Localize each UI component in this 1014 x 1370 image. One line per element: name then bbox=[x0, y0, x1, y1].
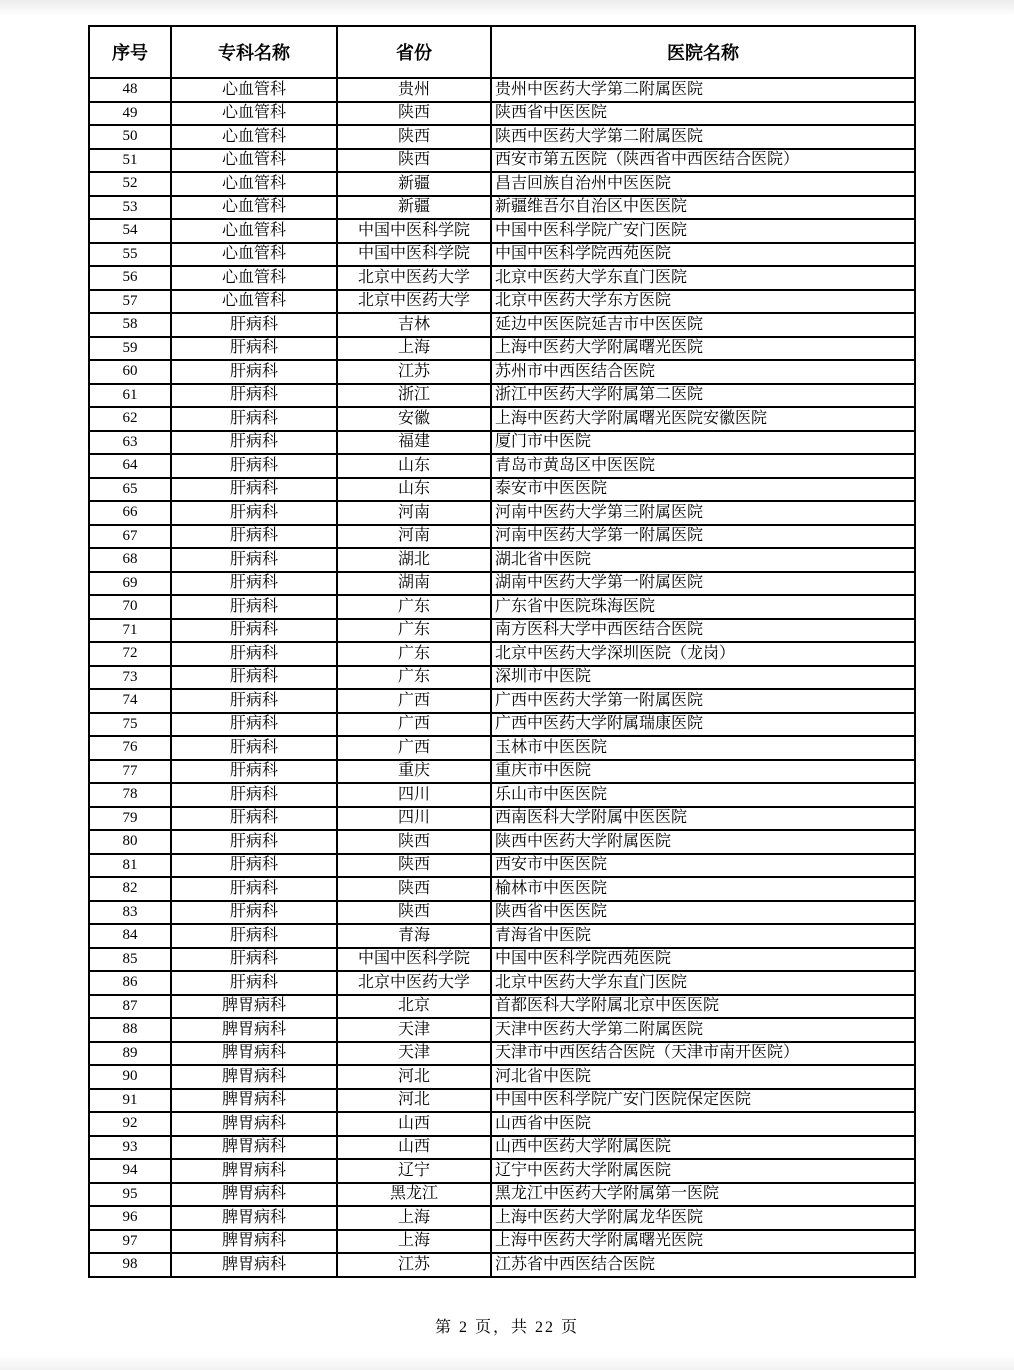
table-row bbox=[89, 572, 915, 596]
table-row bbox=[89, 971, 915, 995]
cell-hospital: 山西中医药大学附属医院 bbox=[491, 1136, 915, 1160]
cell-index: 54 bbox=[89, 219, 171, 243]
cell-specialty: 心血管科 bbox=[171, 266, 337, 290]
cell-province: 上海 bbox=[337, 1206, 491, 1230]
cell-index: 70 bbox=[89, 595, 171, 619]
cell-specialty: 肝病科 bbox=[171, 572, 337, 596]
cell-hospital: 中国中医科学院西苑医院 bbox=[491, 243, 915, 267]
cell-province: 山东 bbox=[337, 478, 491, 502]
cell-province: 广西 bbox=[337, 713, 491, 737]
cell-index: 67 bbox=[89, 525, 171, 549]
table-row bbox=[89, 125, 915, 149]
table-row bbox=[89, 1018, 915, 1042]
cell-specialty: 脾胃病科 bbox=[171, 995, 337, 1019]
cell-index: 92 bbox=[89, 1112, 171, 1136]
table-row bbox=[89, 478, 915, 502]
cell-hospital: 青海省中医院 bbox=[491, 924, 915, 948]
cell-index: 80 bbox=[89, 830, 171, 854]
cell-province: 中国中医科学院 bbox=[337, 219, 491, 243]
cell-hospital: 上海中医药大学附属曙光医院安徽医院 bbox=[491, 407, 915, 431]
cell-index: 76 bbox=[89, 736, 171, 760]
cell-specialty: 脾胃病科 bbox=[171, 1230, 337, 1254]
table-row bbox=[89, 266, 915, 290]
cell-index: 58 bbox=[89, 313, 171, 337]
column-header-hospital: 医院名称 bbox=[491, 26, 915, 78]
cell-specialty: 肝病科 bbox=[171, 760, 337, 784]
cell-province: 北京中医药大学 bbox=[337, 971, 491, 995]
cell-specialty: 肝病科 bbox=[171, 713, 337, 737]
table-row bbox=[89, 877, 915, 901]
cell-province: 贵州 bbox=[337, 78, 491, 102]
cell-index: 68 bbox=[89, 548, 171, 572]
table-row bbox=[89, 1089, 915, 1113]
cell-specialty: 肝病科 bbox=[171, 384, 337, 408]
table-row bbox=[89, 736, 915, 760]
cell-hospital: 黑龙江中医药大学附属第一医院 bbox=[491, 1183, 915, 1207]
cell-index: 60 bbox=[89, 360, 171, 384]
cell-specialty: 肝病科 bbox=[171, 924, 337, 948]
cell-province: 广西 bbox=[337, 736, 491, 760]
cell-specialty: 肝病科 bbox=[171, 666, 337, 690]
cell-province: 山西 bbox=[337, 1136, 491, 1160]
table-row bbox=[89, 243, 915, 267]
cell-province: 天津 bbox=[337, 1042, 491, 1066]
cell-hospital: 天津中医药大学第二附属医院 bbox=[491, 1018, 915, 1042]
cell-index: 85 bbox=[89, 948, 171, 972]
cell-specialty: 肝病科 bbox=[171, 783, 337, 807]
table-row bbox=[89, 901, 915, 925]
table-row bbox=[89, 619, 915, 643]
cell-specialty: 脾胃病科 bbox=[171, 1042, 337, 1066]
cell-hospital: 江苏省中西医结合医院 bbox=[491, 1253, 915, 1277]
table-row bbox=[89, 995, 915, 1019]
table-row bbox=[89, 219, 915, 243]
cell-hospital: 延边中医医院延吉市中医医院 bbox=[491, 313, 915, 337]
cell-specialty: 肝病科 bbox=[171, 901, 337, 925]
cell-hospital: 陕西中医药大学附属医院 bbox=[491, 830, 915, 854]
cell-hospital: 湖南中医药大学第一附属医院 bbox=[491, 572, 915, 596]
cell-index: 56 bbox=[89, 266, 171, 290]
cell-specialty: 脾胃病科 bbox=[171, 1089, 337, 1113]
cell-index: 95 bbox=[89, 1183, 171, 1207]
cell-province: 浙江 bbox=[337, 384, 491, 408]
cell-province: 北京中医药大学 bbox=[337, 266, 491, 290]
cell-hospital: 陕西省中医医院 bbox=[491, 102, 915, 126]
cell-province: 福建 bbox=[337, 431, 491, 455]
cell-specialty: 肝病科 bbox=[171, 501, 337, 525]
table-row bbox=[89, 830, 915, 854]
cell-specialty: 肝病科 bbox=[171, 407, 337, 431]
table-row bbox=[89, 313, 915, 337]
cell-index: 49 bbox=[89, 102, 171, 126]
table-row bbox=[89, 807, 915, 831]
cell-hospital: 中国中医科学院广安门医院保定医院 bbox=[491, 1089, 915, 1113]
cell-province: 河北 bbox=[337, 1065, 491, 1089]
table-row bbox=[89, 431, 915, 455]
cell-specialty: 脾胃病科 bbox=[171, 1136, 337, 1160]
table-row bbox=[89, 172, 915, 196]
cell-province: 山东 bbox=[337, 454, 491, 478]
cell-specialty: 心血管科 bbox=[171, 172, 337, 196]
table-row bbox=[89, 948, 915, 972]
cell-index: 86 bbox=[89, 971, 171, 995]
table-row bbox=[89, 1183, 915, 1207]
table-row bbox=[89, 642, 915, 666]
cell-hospital: 深圳市中医院 bbox=[491, 666, 915, 690]
cell-province: 山西 bbox=[337, 1112, 491, 1136]
table-row bbox=[89, 78, 915, 102]
cell-province: 广东 bbox=[337, 642, 491, 666]
cell-index: 55 bbox=[89, 243, 171, 267]
cell-hospital: 北京中医药大学深圳医院（龙岗） bbox=[491, 642, 915, 666]
cell-hospital: 西安市中医医院 bbox=[491, 854, 915, 878]
cell-province: 湖北 bbox=[337, 548, 491, 572]
cell-specialty: 心血管科 bbox=[171, 102, 337, 126]
cell-hospital: 广西中医药大学附属瑞康医院 bbox=[491, 713, 915, 737]
cell-province: 河北 bbox=[337, 1089, 491, 1113]
cell-specialty: 肝病科 bbox=[171, 807, 337, 831]
page-number-footer: 第 2 页，共 22 页 bbox=[434, 1319, 579, 1336]
table-body bbox=[89, 78, 915, 1277]
table-row bbox=[89, 290, 915, 314]
cell-hospital: 广西中医药大学第一附属医院 bbox=[491, 689, 915, 713]
cell-index: 75 bbox=[89, 713, 171, 737]
cell-hospital: 陕西中医药大学第二附属医院 bbox=[491, 125, 915, 149]
cell-specialty: 脾胃病科 bbox=[171, 1206, 337, 1230]
cell-specialty: 肝病科 bbox=[171, 854, 337, 878]
cell-specialty: 肝病科 bbox=[171, 454, 337, 478]
cell-specialty: 心血管科 bbox=[171, 78, 337, 102]
column-header-index: 序号 bbox=[89, 26, 171, 78]
cell-specialty: 肝病科 bbox=[171, 431, 337, 455]
table-row bbox=[89, 1159, 915, 1183]
cell-index: 53 bbox=[89, 196, 171, 220]
cell-specialty: 肝病科 bbox=[171, 313, 337, 337]
table-row bbox=[89, 783, 915, 807]
cell-province: 新疆 bbox=[337, 172, 491, 196]
cell-specialty: 脾胃病科 bbox=[171, 1159, 337, 1183]
cell-province: 陕西 bbox=[337, 125, 491, 149]
cell-index: 83 bbox=[89, 901, 171, 925]
cell-hospital: 上海中医药大学附属曙光医院 bbox=[491, 337, 915, 361]
cell-specialty: 脾胃病科 bbox=[171, 1183, 337, 1207]
table-row bbox=[89, 760, 915, 784]
cell-specialty: 心血管科 bbox=[171, 125, 337, 149]
cell-province: 青海 bbox=[337, 924, 491, 948]
cell-hospital: 昌吉回族自治州中医医院 bbox=[491, 172, 915, 196]
cell-specialty: 脾胃病科 bbox=[171, 1018, 337, 1042]
cell-specialty: 肝病科 bbox=[171, 595, 337, 619]
cell-index: 97 bbox=[89, 1230, 171, 1254]
cell-index: 62 bbox=[89, 407, 171, 431]
cell-index: 74 bbox=[89, 689, 171, 713]
cell-province: 江苏 bbox=[337, 1253, 491, 1277]
cell-index: 65 bbox=[89, 478, 171, 502]
cell-index: 88 bbox=[89, 1018, 171, 1042]
cell-hospital: 西安市第五医院（陕西省中西医结合医院） bbox=[491, 149, 915, 173]
table-row bbox=[89, 102, 915, 126]
cell-index: 72 bbox=[89, 642, 171, 666]
table-row bbox=[89, 384, 915, 408]
cell-hospital: 广东省中医院珠海医院 bbox=[491, 595, 915, 619]
cell-specialty: 肝病科 bbox=[171, 736, 337, 760]
cell-province: 陕西 bbox=[337, 830, 491, 854]
cell-index: 81 bbox=[89, 854, 171, 878]
cell-hospital: 苏州市中西医结合医院 bbox=[491, 360, 915, 384]
cell-hospital: 中国中医科学院西苑医院 bbox=[491, 948, 915, 972]
cell-hospital: 山西省中医院 bbox=[491, 1112, 915, 1136]
column-header-province: 省份 bbox=[337, 26, 491, 78]
cell-index: 94 bbox=[89, 1159, 171, 1183]
cell-index: 79 bbox=[89, 807, 171, 831]
cell-specialty: 心血管科 bbox=[171, 290, 337, 314]
cell-index: 66 bbox=[89, 501, 171, 525]
cell-index: 78 bbox=[89, 783, 171, 807]
cell-index: 90 bbox=[89, 1065, 171, 1089]
table-row bbox=[89, 548, 915, 572]
cell-index: 61 bbox=[89, 384, 171, 408]
table-row bbox=[89, 501, 915, 525]
cell-specialty: 肝病科 bbox=[171, 830, 337, 854]
cell-index: 52 bbox=[89, 172, 171, 196]
cell-hospital: 河北省中医院 bbox=[491, 1065, 915, 1089]
cell-specialty: 肝病科 bbox=[171, 525, 337, 549]
cell-hospital: 浙江中医药大学附属第二医院 bbox=[491, 384, 915, 408]
cell-hospital: 厦门市中医院 bbox=[491, 431, 915, 455]
cell-province: 陕西 bbox=[337, 854, 491, 878]
cell-index: 50 bbox=[89, 125, 171, 149]
cell-specialty: 肝病科 bbox=[171, 548, 337, 572]
cell-province: 陕西 bbox=[337, 877, 491, 901]
table-row bbox=[89, 713, 915, 737]
cell-index: 63 bbox=[89, 431, 171, 455]
cell-hospital: 泰安市中医医院 bbox=[491, 478, 915, 502]
table-row bbox=[89, 407, 915, 431]
cell-hospital: 乐山市中医医院 bbox=[491, 783, 915, 807]
cell-specialty: 脾胃病科 bbox=[171, 1253, 337, 1277]
cell-index: 59 bbox=[89, 337, 171, 361]
cell-hospital: 贵州中医药大学第二附属医院 bbox=[491, 78, 915, 102]
cell-province: 新疆 bbox=[337, 196, 491, 220]
cell-province: 中国中医科学院 bbox=[337, 948, 491, 972]
hospital-list-table bbox=[88, 25, 916, 1278]
cell-province: 湖南 bbox=[337, 572, 491, 596]
table-row bbox=[89, 1206, 915, 1230]
cell-province: 北京中医药大学 bbox=[337, 290, 491, 314]
cell-index: 64 bbox=[89, 454, 171, 478]
table-row bbox=[89, 1065, 915, 1089]
cell-province: 广东 bbox=[337, 666, 491, 690]
cell-province: 陕西 bbox=[337, 901, 491, 925]
table-row bbox=[89, 595, 915, 619]
cell-hospital: 西南医科大学附属中医医院 bbox=[491, 807, 915, 831]
cell-province: 辽宁 bbox=[337, 1159, 491, 1183]
cell-hospital: 河南中医药大学第三附属医院 bbox=[491, 501, 915, 525]
table-row bbox=[89, 360, 915, 384]
cell-hospital: 辽宁中医药大学附属医院 bbox=[491, 1159, 915, 1183]
table-row bbox=[89, 689, 915, 713]
table-row bbox=[89, 196, 915, 220]
cell-specialty: 肝病科 bbox=[171, 642, 337, 666]
cell-index: 73 bbox=[89, 666, 171, 690]
cell-province: 上海 bbox=[337, 1230, 491, 1254]
cell-hospital: 河南中医药大学第一附属医院 bbox=[491, 525, 915, 549]
cell-hospital: 北京中医药大学东直门医院 bbox=[491, 266, 915, 290]
cell-index: 87 bbox=[89, 995, 171, 1019]
cell-specialty: 肝病科 bbox=[171, 971, 337, 995]
cell-hospital: 湖北省中医院 bbox=[491, 548, 915, 572]
cell-province: 河南 bbox=[337, 501, 491, 525]
table-row bbox=[89, 924, 915, 948]
cell-specialty: 心血管科 bbox=[171, 243, 337, 267]
cell-index: 89 bbox=[89, 1042, 171, 1066]
cell-province: 安徽 bbox=[337, 407, 491, 431]
cell-specialty: 肝病科 bbox=[171, 877, 337, 901]
table-header bbox=[89, 26, 915, 78]
cell-specialty: 肝病科 bbox=[171, 689, 337, 713]
cell-province: 陕西 bbox=[337, 102, 491, 126]
cell-hospital: 榆林市中医医院 bbox=[491, 877, 915, 901]
cell-specialty: 肝病科 bbox=[171, 948, 337, 972]
cell-index: 77 bbox=[89, 760, 171, 784]
cell-index: 48 bbox=[89, 78, 171, 102]
table-row bbox=[89, 1253, 915, 1277]
table-row bbox=[89, 666, 915, 690]
table-row bbox=[89, 1230, 915, 1254]
table-row bbox=[89, 1042, 915, 1066]
table-row bbox=[89, 1136, 915, 1160]
cell-province: 四川 bbox=[337, 807, 491, 831]
cell-province: 广东 bbox=[337, 619, 491, 643]
cell-specialty: 心血管科 bbox=[171, 219, 337, 243]
table-row bbox=[89, 525, 915, 549]
cell-index: 91 bbox=[89, 1089, 171, 1113]
cell-province: 河南 bbox=[337, 525, 491, 549]
cell-hospital: 玉林市中医医院 bbox=[491, 736, 915, 760]
cell-specialty: 脾胃病科 bbox=[171, 1065, 337, 1089]
cell-hospital: 北京中医药大学东直门医院 bbox=[491, 971, 915, 995]
cell-hospital: 青岛市黄岛区中医医院 bbox=[491, 454, 915, 478]
cell-province: 四川 bbox=[337, 783, 491, 807]
cell-hospital: 陕西省中医医院 bbox=[491, 901, 915, 925]
cell-province: 上海 bbox=[337, 337, 491, 361]
cell-index: 69 bbox=[89, 572, 171, 596]
cell-index: 71 bbox=[89, 619, 171, 643]
cell-hospital: 上海中医药大学附属曙光医院 bbox=[491, 1230, 915, 1254]
cell-hospital: 上海中医药大学附属龙华医院 bbox=[491, 1206, 915, 1230]
cell-province: 天津 bbox=[337, 1018, 491, 1042]
table-row bbox=[89, 854, 915, 878]
cell-index: 57 bbox=[89, 290, 171, 314]
cell-hospital: 北京中医药大学东方医院 bbox=[491, 290, 915, 314]
cell-specialty: 心血管科 bbox=[171, 149, 337, 173]
cell-hospital: 首都医科大学附属北京中医医院 bbox=[491, 995, 915, 1019]
cell-specialty: 肝病科 bbox=[171, 337, 337, 361]
cell-specialty: 肝病科 bbox=[171, 619, 337, 643]
cell-hospital: 重庆市中医院 bbox=[491, 760, 915, 784]
cell-index: 84 bbox=[89, 924, 171, 948]
cell-province: 黑龙江 bbox=[337, 1183, 491, 1207]
column-header-specialty: 专科名称 bbox=[171, 26, 337, 78]
cell-index: 96 bbox=[89, 1206, 171, 1230]
table-row bbox=[89, 454, 915, 478]
cell-index: 82 bbox=[89, 877, 171, 901]
cell-province: 陕西 bbox=[337, 149, 491, 173]
cell-province: 广东 bbox=[337, 595, 491, 619]
table-row bbox=[89, 149, 915, 173]
cell-specialty: 肝病科 bbox=[171, 478, 337, 502]
header-row bbox=[89, 26, 915, 78]
cell-specialty: 心血管科 bbox=[171, 196, 337, 220]
table-row bbox=[89, 1112, 915, 1136]
table-row bbox=[89, 337, 915, 361]
cell-hospital: 天津市中西医结合医院（天津市南开医院） bbox=[491, 1042, 915, 1066]
cell-hospital: 中国中医科学院广安门医院 bbox=[491, 219, 915, 243]
cell-specialty: 肝病科 bbox=[171, 360, 337, 384]
cell-index: 93 bbox=[89, 1136, 171, 1160]
cell-province: 北京 bbox=[337, 995, 491, 1019]
cell-index: 98 bbox=[89, 1253, 171, 1277]
cell-province: 重庆 bbox=[337, 760, 491, 784]
cell-province: 广西 bbox=[337, 689, 491, 713]
cell-province: 中国中医科学院 bbox=[337, 243, 491, 267]
cell-index: 51 bbox=[89, 149, 171, 173]
cell-province: 江苏 bbox=[337, 360, 491, 384]
cell-specialty: 脾胃病科 bbox=[171, 1112, 337, 1136]
cell-province: 吉林 bbox=[337, 313, 491, 337]
cell-hospital: 新疆维吾尔自治区中医医院 bbox=[491, 196, 915, 220]
cell-hospital: 南方医科大学中西医结合医院 bbox=[491, 619, 915, 643]
